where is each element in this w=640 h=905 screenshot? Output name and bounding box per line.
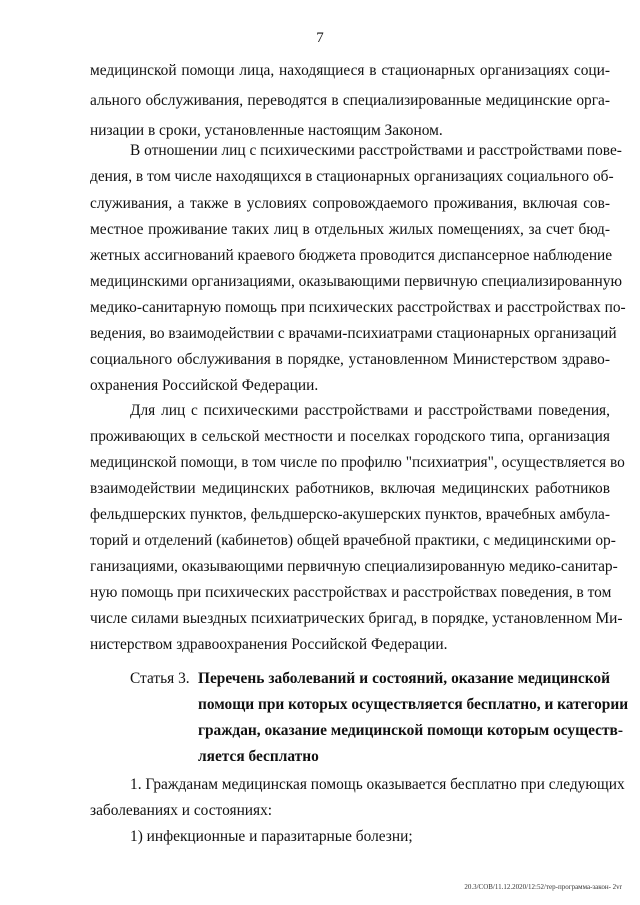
text-line: жетных ассигнований краевого бюджета проводится диспансерное наблюдение [90, 247, 613, 264]
text-line: 1. Гражданам медицинская помощь оказывается бесплатно при следующих [130, 776, 625, 793]
text-line: заболеваниях и состояниях: [90, 802, 273, 819]
article-title-line: Перечень заболеваний и состояний, оказание медицинской [198, 670, 610, 687]
text-line: социального обслуживания в порядке, установленном Министерством здраво- [90, 351, 610, 368]
text-line: медико-санитарную помощь при психических расстройствах и расстройствах по- [90, 299, 626, 316]
article-title-line: граждан, оказание медицинской помощи которым осуществ- [198, 722, 623, 739]
page-number: 7 [316, 30, 324, 46]
text-line: нистерством здравоохранения Российской Федерации. [90, 636, 448, 653]
text-line: медицинской помощи, в том числе по профилю "психиатрия", осуществляется во [90, 454, 625, 471]
subitem-1: 1) инфекционные и паразитарные болезни; [130, 828, 413, 845]
text-line: В отношении лиц с психическими расстройствами и расстройствами пове- [130, 142, 622, 159]
text-line: ганизациями, оказывающими первичную специализированную медико-санитар- [90, 558, 618, 575]
text-line: проживающих в сельской местности и поселках городского типа, организация [90, 428, 610, 445]
text-line: числе силами выездных психиатрических бригад, в порядке, установленном Ми- [90, 610, 623, 627]
text-line: Для лиц с психическими расстройствами и расстройствами поведения, [130, 402, 610, 419]
text-line: служивания, а также в условиях сопровождаемого проживания, включая сов- [90, 195, 610, 212]
article-title-line: ляется бесплатно [198, 748, 319, 765]
text-line: медицинскими организациями, оказывающими первичную специализированную [90, 273, 622, 290]
text-line: охранения Российской Федерации. [90, 377, 319, 394]
text-line: медицинской помощи лица, находящиеся в стационарных организациях соци- [90, 62, 610, 79]
text-line: дения, в том числе находящихся в стационарных организациях социального об- [90, 168, 614, 185]
text-line: фельдшерских пунктов, фельдшерско-акушерских пунктов, врачебных амбула- [90, 506, 610, 523]
article-title-line: помощи при которых осуществляется бесплатно, и категории [198, 696, 629, 713]
text-line: низации в сроки, установленные настоящим Законом. [90, 122, 443, 139]
text-line: взаимодействии медицинских работников, включая медицинских работников [90, 480, 610, 497]
article-label: Статья 3. [130, 670, 190, 687]
text-line: ведения, во взаимодействии с врачами-психиатрами стационарных организаций [90, 325, 617, 342]
text-line: ную помощь при психических расстройствах и расстройствах поведения, в том [90, 584, 612, 601]
text-line: ального обслуживания, переводятся в специализированные медицинские орга- [90, 92, 610, 109]
document-footer: 20.3/СОВ/11.12.2020/12:52/тер-программа-закон- 2vr [464, 883, 622, 891]
text-line: местное проживание таких лиц в отдельных жилых помещениях, за счет бюд- [90, 221, 610, 238]
text-line: торий и отделений (кабинетов) общей врачебной практики, с медицинскими ор- [90, 532, 616, 549]
